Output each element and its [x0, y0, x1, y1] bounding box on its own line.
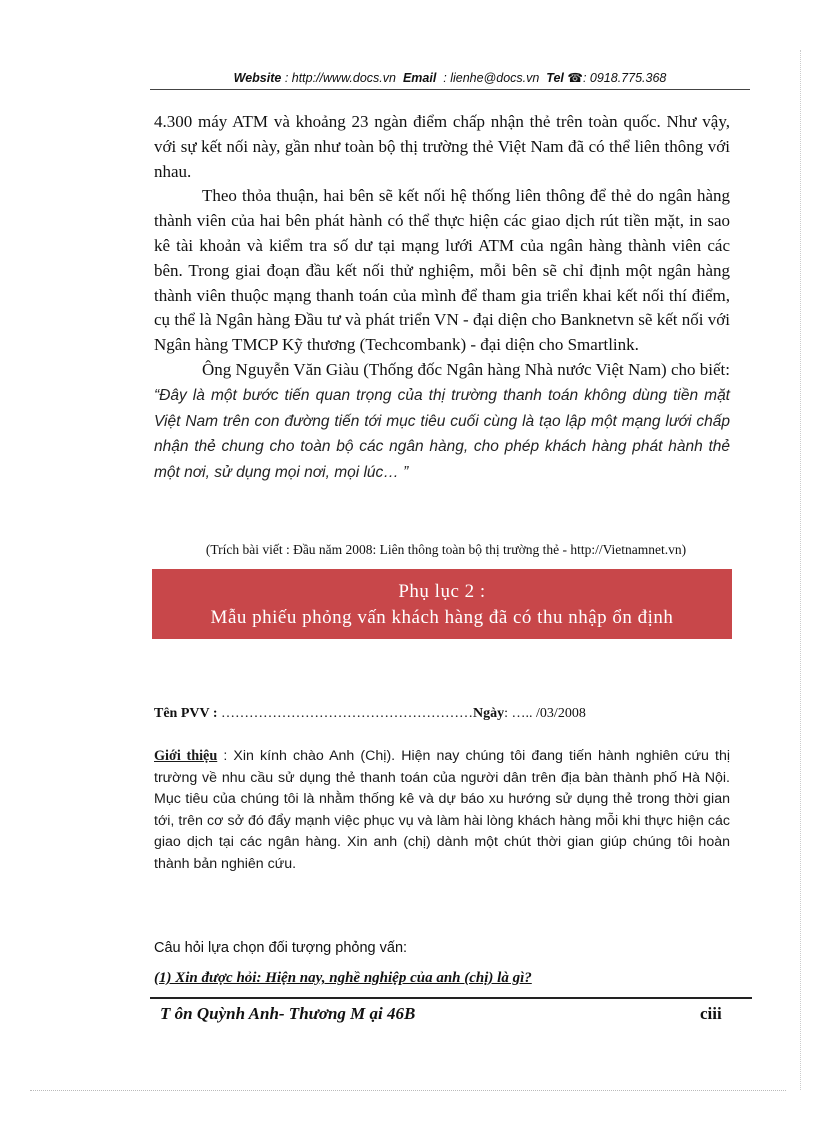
intro-text: : Xin kính chào Anh (Chị). Hiện nay chúng tôi đang tiến hành nghiên cứu thị trường về nhu cầu sử dụng thẻ thanh toán của người dân trên địa bàn thành phố Hà Nội. Mục tiêu của chúng tôi là nhằm thống kê và dự báo xu hướng sử dụng thẻ trong thời gian tới, trên cơ sở đó đẩy mạnh việc phục vụ và làm hài lòng khách hàng mỗi khi thực hiện các giao dịch tại các ngân hàng. Xin anh (chị) dành một chút thời gian giúp chúng tôi hoàn thành bản nghiên cứu.	[154, 748, 730, 872]
date-label: Ngày	[473, 706, 505, 721]
footer-divider	[150, 997, 752, 999]
website-label: Website	[233, 71, 282, 85]
appendix-banner	[152, 569, 732, 639]
page-header	[150, 70, 750, 85]
question-1: (1) Xin được hỏi: Hiện nay, nghề nghiệp của anh (chị) là gì?	[154, 970, 532, 986]
introduction	[154, 746, 730, 875]
governor-quote: “Đây là một bước tiến quan trọng của thị trường thanh toán không dùng tiền mặt Việt Nam trên con đường tiến tới mục tiêu cuối cùng là tạo lập một mạng lưới chấp nhận thẻ chung cho toàn bộ các ngân hàng, cho phép khách hàng phát hành thẻ một nơi, sử dụng mọi nơi, mọi lúc… ”	[154, 386, 730, 482]
paragraph-3-lead: Ông Nguyễn Văn Giàu (Thống đốc Ngân hàng Nhà nước Việt Nam) cho biết:	[202, 359, 730, 379]
tel-value: : 0918.775.368	[582, 71, 667, 85]
date-value: : ….. /03/2008	[504, 706, 586, 721]
page-number: ciii	[700, 1004, 722, 1023]
page-edge-right	[800, 50, 801, 1090]
page-edge-bottom	[30, 1090, 786, 1091]
interviewer-line	[154, 706, 734, 722]
article-body	[154, 110, 730, 486]
tel-label: Tel	[546, 71, 564, 85]
email-label: Email	[402, 71, 437, 85]
interviewer-blank: ………………………………………………	[221, 706, 474, 721]
email-value: : lienhe@docs.vn	[443, 71, 540, 85]
intro-label: Giới thiệu	[154, 748, 218, 764]
source-citation: (Trích bài viết : Đầu năm 2008: Liên thông toàn bộ thị trường thẻ - http://Vietnamnet.vn)	[205, 542, 687, 557]
phone-icon: ☎	[567, 71, 583, 85]
screening-question-lead: Câu hỏi lựa chọn đối tượng phỏng vấn:	[154, 940, 408, 956]
appendix-title: Phụ lục 2 :	[398, 581, 486, 602]
appendix-subtitle: Mẫu phiếu phỏng vấn khách hàng đã có thu nhập ổn định	[210, 607, 674, 628]
paragraph-3	[154, 358, 730, 486]
interviewer-label: Tên PVV :	[154, 706, 218, 721]
paragraph-1: 4.300 máy ATM và khoảng 23 ngàn điểm chấp nhận thẻ trên toàn quốc. Như vậy, với sự kết nối này, gần như toàn bộ thị trường thẻ Việt Nam đã có thể liên thông với nhau.	[154, 112, 730, 181]
header-divider	[150, 89, 750, 90]
website-value: : http://www.docs.vn	[284, 71, 396, 85]
paragraph-2: Theo thỏa thuận, hai bên sẽ kết nối hệ thống liên thông để thẻ do ngân hàng thành viên của hai bên phát hành có thể thực hiện các giao dịch rút tiền mặt, in sao kê tài khoản và kiểm tra số dư tại mạng lưới ATM của ngân hàng thành viên các bên. Trong giai đoạn đầu kết nối thử nghiệm, mỗi bên sẽ chỉ định một ngân hàng thành viên thuộc mạng thanh toán của mình để tham gia triển khai kết nối thí điểm, cụ thể là Ngân hàng Đầu tư và phát triển VN - đại diện cho Banknetvn sẽ kết nối với Ngân hàng TMCP Kỹ thương (Techcombank) - đại diện cho Smartlink.	[154, 186, 730, 355]
footer-author: T ôn Quỳnh Anh- Thương M ại 46B	[160, 1004, 416, 1023]
